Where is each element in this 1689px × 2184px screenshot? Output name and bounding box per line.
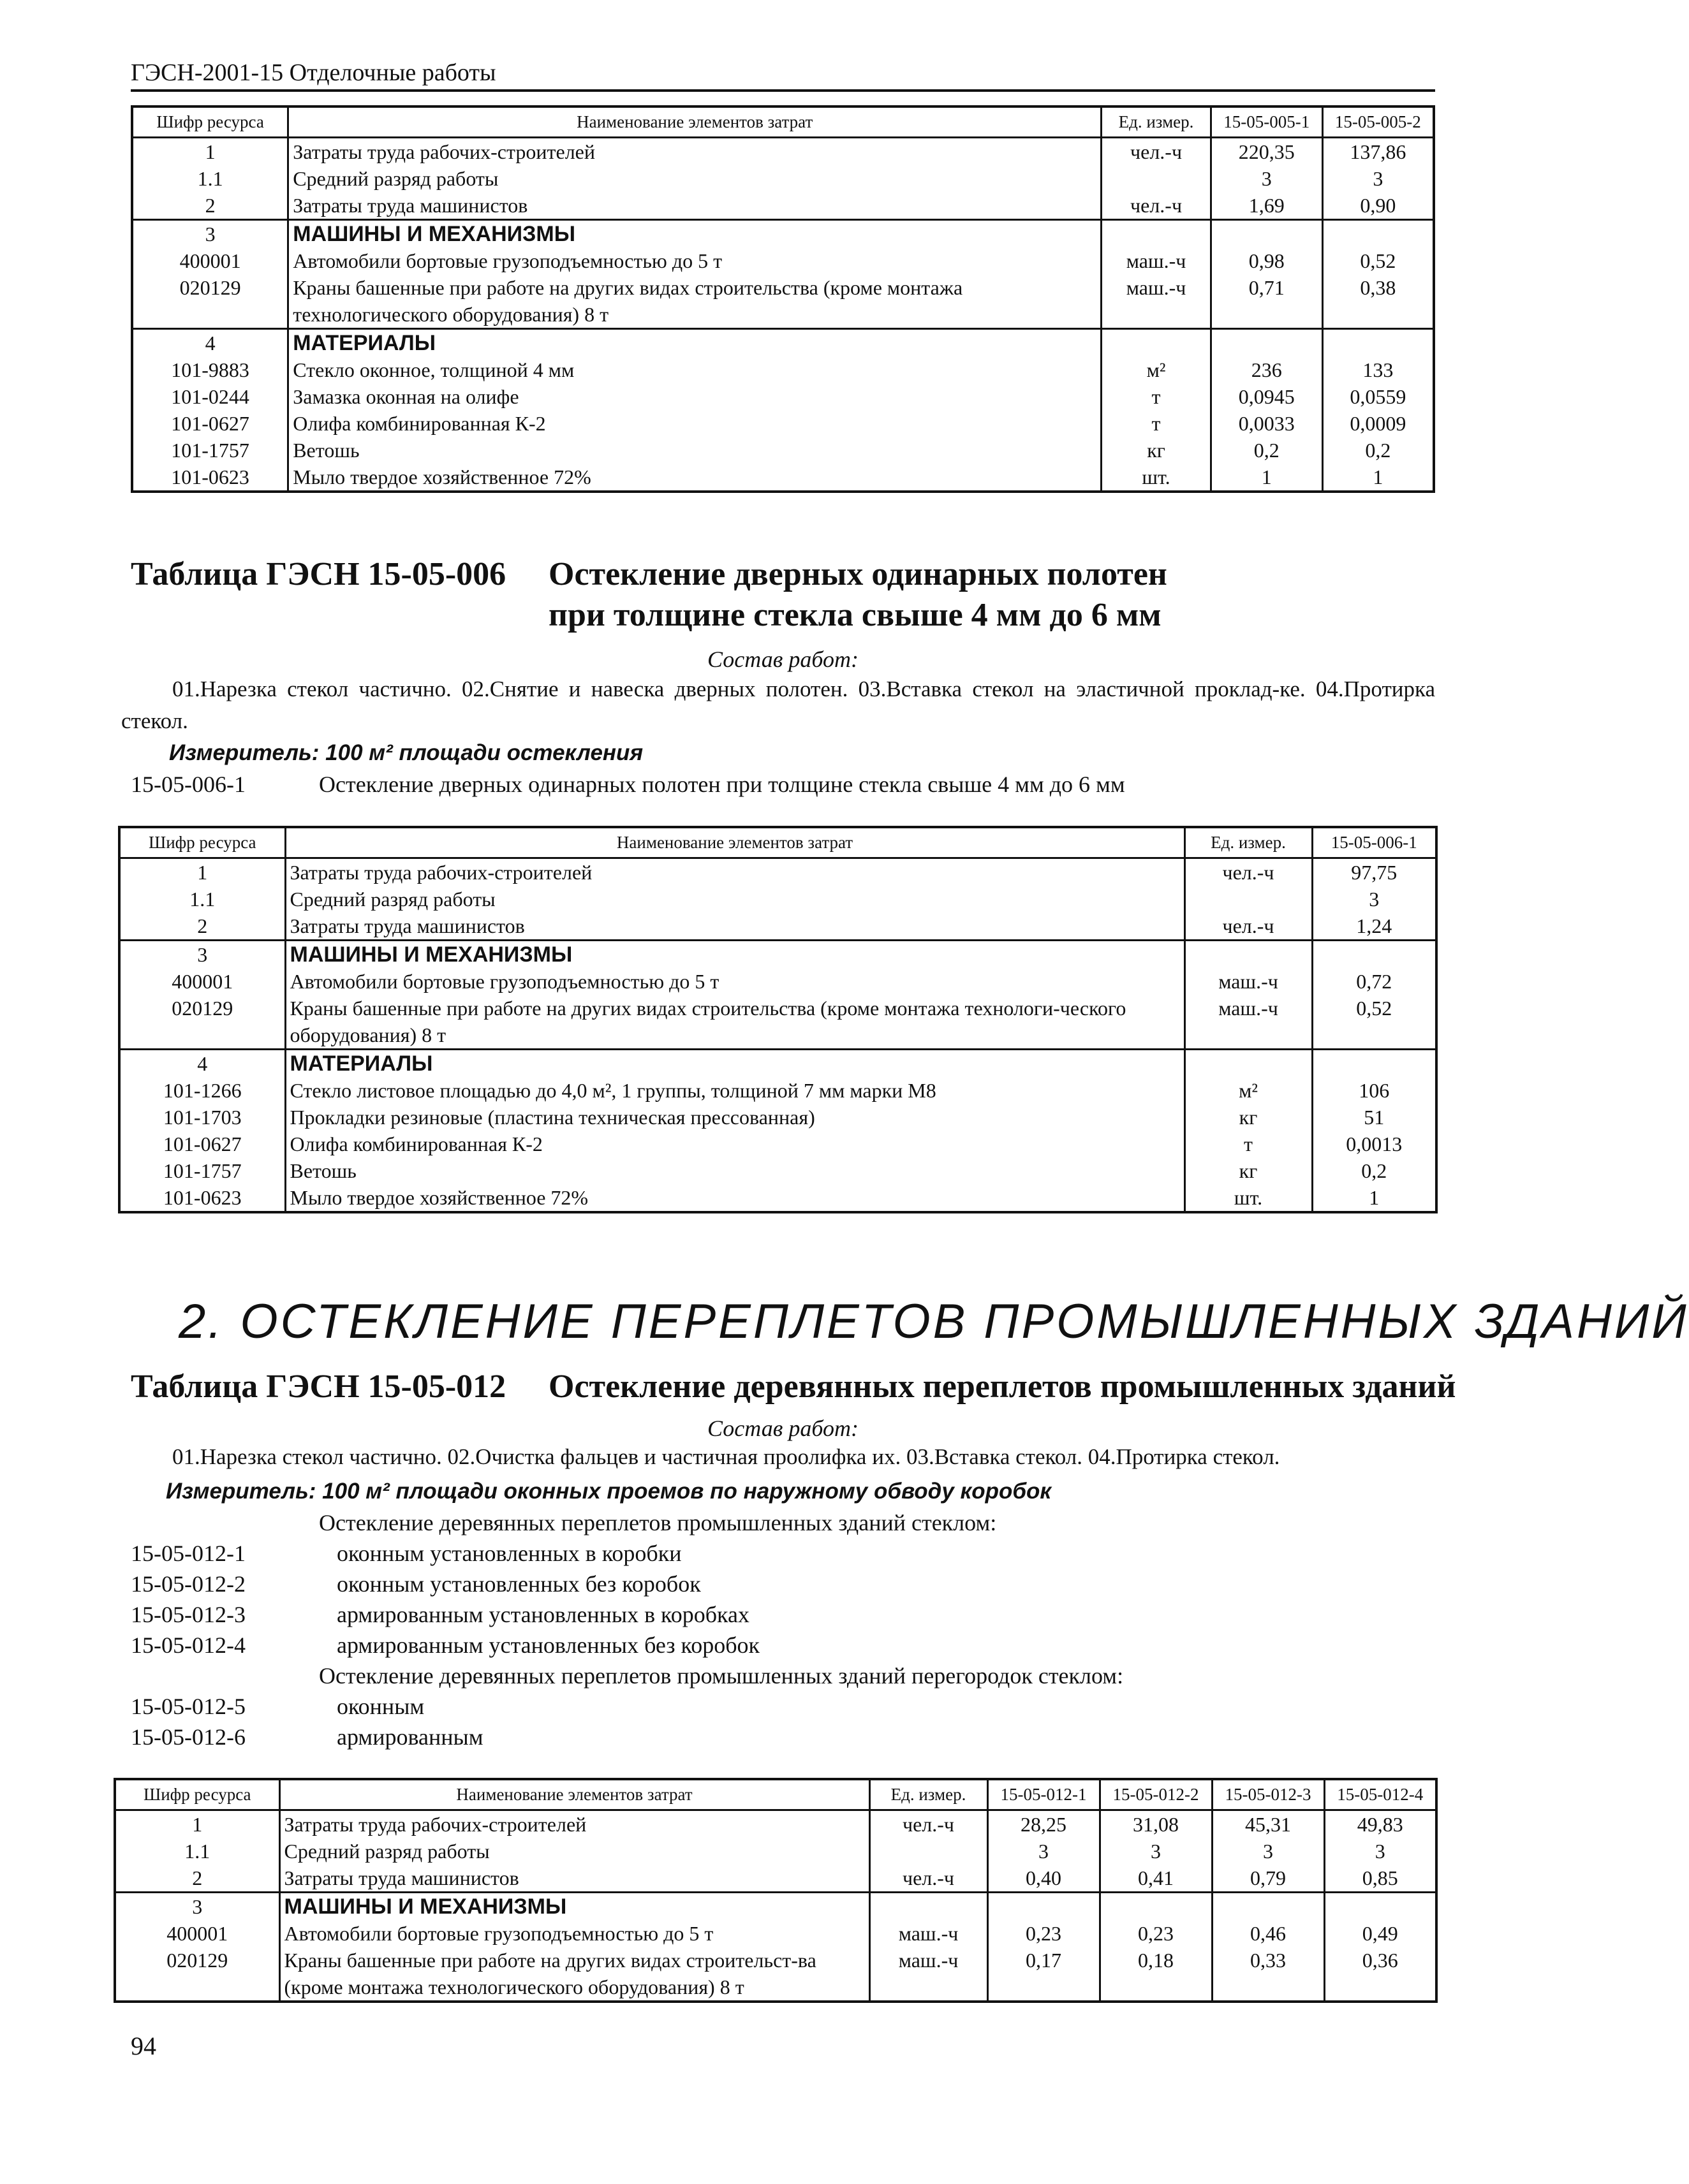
norm-value-cell: 0,17 [987, 1947, 1100, 2002]
cost-element-name-cell: МАШИНЫ И МЕХАНИЗМЫ [288, 220, 1102, 248]
norm-value-cell: 31,08 [1100, 1810, 1212, 1838]
resource-code-cell: 400001 [119, 968, 285, 995]
resource-code-cell: 3 [119, 941, 285, 969]
norm-value-cell: 1 [1312, 1184, 1436, 1212]
resource-code-cell: 101-1703 [119, 1104, 285, 1131]
unit-cell: кг [1184, 1104, 1312, 1131]
column-header-unit: Ед. измер. [1102, 106, 1211, 138]
table-row [119, 1050, 1436, 1078]
norm-value-cell: 0,0559 [1322, 383, 1434, 410]
table-row [132, 274, 1434, 329]
unit-cell [1102, 329, 1211, 357]
norm-value-cell: 0,72 [1312, 968, 1436, 995]
norm-value-cell: 0,0009 [1322, 410, 1434, 437]
cost-element-name-cell: Краны башенные при работе на других видах строительст-ва (кроме монтажа технологического оборудования) 8 т [279, 1947, 869, 2002]
table-title-line-2: при толщине стекла свыше 4 мм до 6 мм [549, 597, 1162, 633]
unit-cell: маш.-ч [1184, 968, 1312, 995]
item-code: 15-05-012-6 [131, 1724, 246, 1750]
unit-cell [1102, 220, 1211, 248]
norm-value-cell: 3 [1212, 1838, 1324, 1865]
resource-code-cell: 3 [132, 220, 288, 248]
column-header-norm: 15-05-012-3 [1212, 1779, 1324, 1810]
norm-value-cell: 3 [987, 1838, 1100, 1865]
resource-code-cell: 020129 [132, 274, 288, 329]
norm-value-cell [1212, 1893, 1324, 1921]
table-row [132, 383, 1434, 410]
cost-element-name-cell: МАШИНЫ И МЕХАНИЗМЫ [279, 1893, 869, 1921]
measure-unit: Измеритель: 100 м² площади оконных проемов по наружному обводу коробок [166, 1479, 1052, 1504]
norm-value-cell: 0,98 [1211, 247, 1322, 274]
resource-code-cell: 101-1757 [132, 437, 288, 464]
unit-cell: маш.-ч [869, 1920, 987, 1947]
norm-value-cell: 0,90 [1322, 192, 1434, 220]
unit-cell: шт. [1102, 464, 1211, 492]
cost-element-name-cell: Олифа комбинированная К-2 [285, 1131, 1184, 1157]
norm-value-cell: 0,46 [1212, 1920, 1324, 1947]
column-header-norm: 15-05-012-2 [1100, 1779, 1212, 1810]
table-row [119, 886, 1436, 912]
norm-value-cell: 0,2 [1322, 437, 1434, 464]
norm-value-cell: 137,86 [1322, 138, 1434, 166]
resource-code-cell: 2 [115, 1865, 279, 1893]
table-row [132, 138, 1434, 166]
resource-code-cell: 4 [132, 329, 288, 357]
resource-code-cell: 101-0627 [132, 410, 288, 437]
norm-value-cell [1211, 220, 1322, 248]
norm-value-cell: 106 [1312, 1077, 1436, 1104]
table-row [119, 1157, 1436, 1184]
unit-cell [1184, 941, 1312, 969]
norm-value-cell [1312, 1050, 1436, 1078]
item-description: армированным установленных в коробках [337, 1602, 749, 1627]
norm-value-cell: 0,40 [987, 1865, 1100, 1893]
norm-value-cell: 0,41 [1100, 1865, 1212, 1893]
column-header-name: Наименование элементов затрат [279, 1779, 869, 1810]
table-code-title: Таблица ГЭСН 15-05-006 [131, 556, 506, 592]
norm-value-cell [1211, 329, 1322, 357]
table-row [132, 410, 1434, 437]
norm-value-cell: 236 [1211, 356, 1322, 383]
unit-cell: чел.-ч [1102, 192, 1211, 220]
table-row [119, 1077, 1436, 1104]
norm-value-cell [1322, 220, 1434, 248]
cost-element-name-cell: Стекло листовое площадью до 4,0 м², 1 группы, толщиной 7 мм марки М8 [285, 1077, 1184, 1104]
works-composition-text: 01.Нарезка стекол частично. 02.Очистка фальцев и частичная проолифка их. 03.Вставка стекол. 04.Протирка стекол. [172, 1444, 1280, 1469]
running-header: ГЭСН-2001-15 Отделочные работы [131, 59, 1435, 92]
item-code: 15-05-012-1 [131, 1541, 246, 1566]
norm-value-cell: 49,83 [1324, 1810, 1436, 1838]
unit-cell: маш.-ч [1184, 995, 1312, 1050]
unit-cell: маш.-ч [869, 1947, 987, 2002]
table-header-row [115, 1779, 1436, 1810]
unit-cell: т [1102, 383, 1211, 410]
norm-value-cell: 3 [1211, 165, 1322, 192]
resource-code-cell: 4 [119, 1050, 285, 1078]
resource-code-cell: 020129 [119, 995, 285, 1050]
table-row [119, 995, 1436, 1050]
norm-value-cell: 133 [1322, 356, 1434, 383]
norm-value-cell: 0,2 [1211, 437, 1322, 464]
table-title: Остекление деревянных переплетов промышленных зданий [549, 1368, 1456, 1405]
norm-value-cell: 0,18 [1100, 1947, 1212, 2002]
column-header-norm: 15-05-005-2 [1322, 106, 1434, 138]
table-row [132, 247, 1434, 274]
cost-element-name-cell: Автомобили бортовые грузоподъемностью до 5 т [285, 968, 1184, 995]
norm-value-cell: 0,33 [1212, 1947, 1324, 2002]
cost-element-name-cell: Краны башенные при работе на других видах строительства (кроме монтажа технологического оборудования) 8 т [288, 274, 1102, 329]
norm-value-cell: 0,0945 [1211, 383, 1322, 410]
resource-code-cell: 1.1 [119, 886, 285, 912]
unit-cell: т [1184, 1131, 1312, 1157]
norm-value-cell: 1,24 [1312, 912, 1436, 941]
resource-code-cell: 2 [119, 912, 285, 941]
resource-code-cell: 2 [132, 192, 288, 220]
resource-code-cell: 101-0623 [119, 1184, 285, 1212]
table-row [119, 858, 1436, 886]
cost-element-name-cell: Ветошь [288, 437, 1102, 464]
cost-element-name-cell: Затраты труда рабочих-строителей [279, 1810, 869, 1838]
cost-element-name-cell: МАТЕРИАЛЫ [285, 1050, 1184, 1078]
table-row [132, 437, 1434, 464]
unit-cell [1184, 886, 1312, 912]
norm-value-cell: 0,49 [1324, 1920, 1436, 1947]
unit-cell: кг [1184, 1157, 1312, 1184]
norm-value-cell: 97,75 [1312, 858, 1436, 886]
unit-cell: чел.-ч [869, 1865, 987, 1893]
table-row [132, 165, 1434, 192]
cost-element-name-cell: Затраты труда машинистов [279, 1865, 869, 1893]
table-header-row [132, 106, 1434, 138]
cost-element-name-cell: Автомобили бортовые грузоподъемностью до 5 т [279, 1920, 869, 1947]
unit-cell [1102, 165, 1211, 192]
norm-value-cell: 0,23 [1100, 1920, 1212, 1947]
unit-cell: кг [1102, 437, 1211, 464]
norm-value-cell: 0,23 [987, 1920, 1100, 1947]
cost-element-name-cell: Средний разряд работы [285, 886, 1184, 912]
norm-value-cell: 28,25 [987, 1810, 1100, 1838]
norm-value-cell: 0,2 [1312, 1157, 1436, 1184]
table-row [119, 941, 1436, 969]
norm-value-cell: 220,35 [1211, 138, 1322, 166]
table-row [132, 464, 1434, 492]
column-header-norm: 15-05-006-1 [1312, 827, 1436, 858]
cost-element-name-cell: Краны башенные при работе на других видах строительства (кроме монтажа технологи-ческого оборудования) 8 т [285, 995, 1184, 1050]
works-composition-label: Состав работ: [707, 647, 859, 672]
resource-code-cell: 1 [119, 858, 285, 886]
resource-code-cell: 400001 [132, 247, 288, 274]
column-header-norm: 15-05-005-1 [1211, 106, 1322, 138]
column-header-unit: Ед. измер. [869, 1779, 987, 1810]
norm-value-cell: 1 [1211, 464, 1322, 492]
norm-value-cell: 1 [1322, 464, 1434, 492]
item-code: 15-05-006-1 [131, 772, 246, 797]
cost-element-name-cell: Автомобили бортовые грузоподъемностью до 5 т [288, 247, 1102, 274]
item-code: 15-05-012-4 [131, 1632, 246, 1658]
table-row [115, 1838, 1436, 1865]
cost-element-name-cell: Затраты труда машинистов [288, 192, 1102, 220]
cost-element-name-cell: Затраты труда рабочих-строителей [288, 138, 1102, 166]
norm-value-cell [1324, 1893, 1436, 1921]
cost-element-name-cell: Мыло твердое хозяйственное 72% [285, 1184, 1184, 1212]
resource-code-cell: 1 [115, 1810, 279, 1838]
cost-element-name-cell: Средний разряд работы [288, 165, 1102, 192]
norm-value-cell: 0,0033 [1211, 410, 1322, 437]
resource-code-cell: 101-9883 [132, 356, 288, 383]
norm-value-cell: 3 [1100, 1838, 1212, 1865]
item-description: оконным установленных в коробки [337, 1541, 682, 1566]
table-row [115, 1865, 1436, 1893]
cost-element-name-cell: Ветошь [285, 1157, 1184, 1184]
item-description: оконным [337, 1694, 425, 1719]
resource-code-cell: 3 [115, 1893, 279, 1921]
column-header-name: Наименование элементов затрат [288, 106, 1102, 138]
unit-cell [1184, 1050, 1312, 1078]
column-header-code: Шифр ресурса [132, 106, 288, 138]
table-row [119, 912, 1436, 941]
unit-cell: т [1102, 410, 1211, 437]
column-header-norm: 15-05-012-1 [987, 1779, 1100, 1810]
cost-element-name-cell: МАТЕРИАЛЫ [288, 329, 1102, 357]
resource-code-cell: 400001 [115, 1920, 279, 1947]
norm-value-cell: 3 [1324, 1838, 1436, 1865]
item-code: 15-05-012-3 [131, 1602, 246, 1627]
table-row [119, 1131, 1436, 1157]
table-row [132, 220, 1434, 248]
unit-cell: маш.-ч [1102, 274, 1211, 329]
column-header-unit: Ед. измер. [1184, 827, 1312, 858]
unit-cell [869, 1838, 987, 1865]
norm-value-cell: 51 [1312, 1104, 1436, 1131]
resource-code-cell: 101-0244 [132, 383, 288, 410]
unit-cell: чел.-ч [869, 1810, 987, 1838]
column-header-code: Шифр ресурса [119, 827, 285, 858]
resource-table-15-05-006 [118, 826, 1438, 1213]
cost-element-name-cell: Прокладки резиновые (пластина техническая прессованная) [285, 1104, 1184, 1131]
cost-element-name-cell: Стекло оконное, толщиной 4 мм [288, 356, 1102, 383]
resource-code-cell: 101-0623 [132, 464, 288, 492]
norm-value-cell [987, 1893, 1100, 1921]
unit-cell: чел.-ч [1184, 912, 1312, 941]
norm-value-cell: 3 [1312, 886, 1436, 912]
table-row [119, 968, 1436, 995]
page-number: 94 [131, 2032, 156, 2060]
resource-code-cell: 1.1 [115, 1838, 279, 1865]
resource-table-15-05-005 [131, 105, 1435, 493]
table-row [119, 1184, 1436, 1212]
norm-value-cell [1322, 329, 1434, 357]
resource-code-cell: 1.1 [132, 165, 288, 192]
cost-element-name-cell: Замазка оконная на олифе [288, 383, 1102, 410]
column-header-name: Наименование элементов затрат [285, 827, 1184, 858]
column-header-code: Шифр ресурса [115, 1779, 279, 1810]
item-description: оконным установленных без коробок [337, 1571, 701, 1597]
cost-element-name-cell: Средний разряд работы [279, 1838, 869, 1865]
resource-code-cell: 020129 [115, 1947, 279, 2002]
resource-code-cell: 101-1757 [119, 1157, 285, 1184]
item-description: армированным установленных без коробок [337, 1632, 760, 1658]
cost-element-name-cell: Затраты труда рабочих-строителей [285, 858, 1184, 886]
cost-element-name-cell: МАШИНЫ И МЕХАНИЗМЫ [285, 941, 1184, 969]
unit-cell: м² [1184, 1077, 1312, 1104]
cost-element-name-cell: Мыло твердое хозяйственное 72% [288, 464, 1102, 492]
table-row [115, 1920, 1436, 1947]
works-composition-text: 01.Нарезка стекол частично. 02.Снятие и навеска дверных полотен. 03.Вставка стекол на эластичной проклад-ке. 04.Протирка стекол. [121, 677, 1435, 733]
norm-value-cell: 1,69 [1211, 192, 1322, 220]
table-row [119, 1104, 1436, 1131]
table-row [132, 192, 1434, 220]
resource-table-15-05-012 [114, 1778, 1438, 2003]
unit-cell: м² [1102, 356, 1211, 383]
unit-cell: шт. [1184, 1184, 1312, 1212]
measure-unit: Измеритель: 100 м² площади остекления [169, 740, 644, 765]
item-description: Остекление дверных одинарных полотен при толщине стекла свыше 4 мм до 6 мм [319, 772, 1125, 797]
table-header-row [119, 827, 1436, 858]
group-title: Остекление деревянных переплетов промышленных зданий стеклом: [319, 1510, 997, 1535]
table-row [115, 1810, 1436, 1838]
norm-value-cell: 3 [1322, 165, 1434, 192]
norm-value-cell: 0,85 [1324, 1865, 1436, 1893]
cost-element-name-cell: Олифа комбинированная К-2 [288, 410, 1102, 437]
table-row [132, 356, 1434, 383]
resource-code-cell: 101-1266 [119, 1077, 285, 1104]
norm-value-cell: 0,79 [1212, 1865, 1324, 1893]
norm-value-cell: 0,52 [1322, 247, 1434, 274]
cost-element-name-cell: Затраты труда машинистов [285, 912, 1184, 941]
table-row [132, 329, 1434, 357]
norm-value-cell: 0,36 [1324, 1947, 1436, 2002]
resource-code-cell: 1 [132, 138, 288, 166]
table-row [115, 1947, 1436, 2002]
section-title: 2. ОСТЕКЛЕНИЕ ПЕРЕПЛЕТОВ ПРОМЫШЛЕННЫХ ЗДАНИЙ [179, 1294, 1689, 1349]
unit-cell: чел.-ч [1184, 858, 1312, 886]
norm-value-cell: 0,71 [1211, 274, 1322, 329]
item-description: армированным [337, 1724, 483, 1750]
unit-cell: маш.-ч [1102, 247, 1211, 274]
norm-value-cell: 0,38 [1322, 274, 1434, 329]
column-header-norm: 15-05-012-4 [1324, 1779, 1436, 1810]
table-title-line-1: Остекление дверных одинарных полотен [549, 556, 1167, 592]
group-title: Остекление деревянных переплетов промышленных зданий перегородок стеклом: [319, 1663, 1124, 1689]
table-row [115, 1893, 1436, 1921]
item-code: 15-05-012-2 [131, 1571, 246, 1597]
norm-value-cell: 0,52 [1312, 995, 1436, 1050]
works-composition-label: Состав работ: [707, 1416, 859, 1441]
resource-code-cell: 101-0627 [119, 1131, 285, 1157]
table-code-title: Таблица ГЭСН 15-05-012 [131, 1368, 506, 1405]
norm-value-cell: 45,31 [1212, 1810, 1324, 1838]
norm-value-cell: 0,0013 [1312, 1131, 1436, 1157]
unit-cell [869, 1893, 987, 1921]
norm-value-cell [1312, 941, 1436, 969]
unit-cell: чел.-ч [1102, 138, 1211, 166]
norm-value-cell [1100, 1893, 1212, 1921]
item-code: 15-05-012-5 [131, 1694, 246, 1719]
